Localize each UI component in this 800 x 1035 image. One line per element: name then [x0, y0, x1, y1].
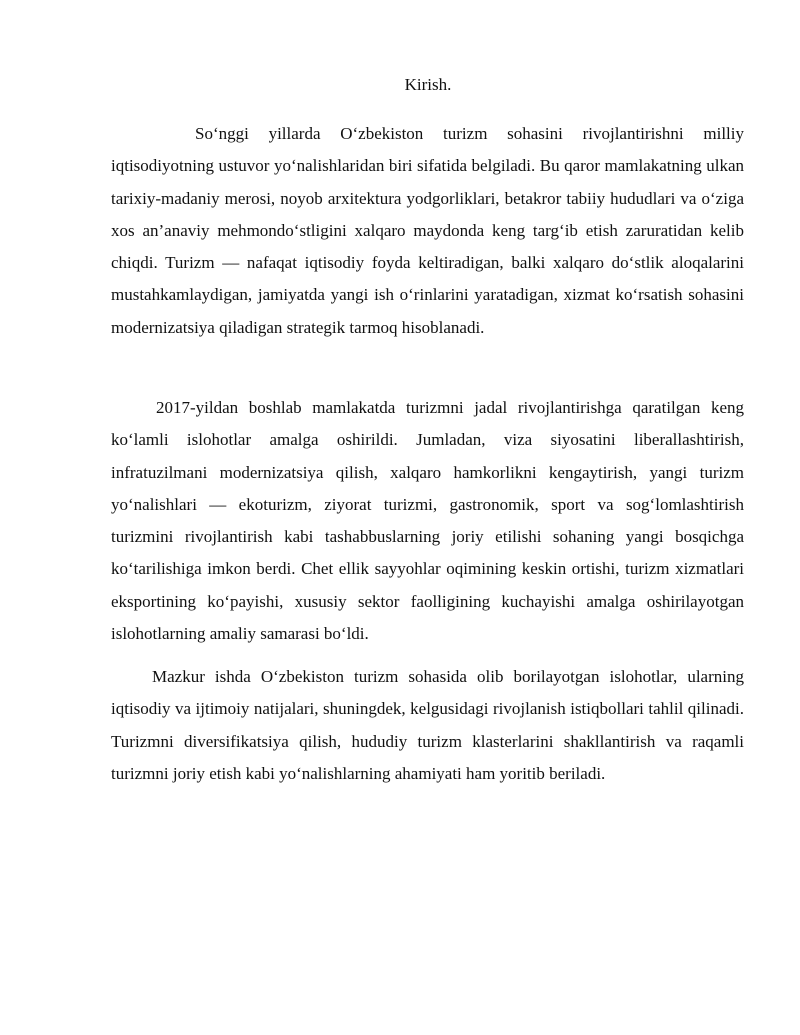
paragraph-intro: So‘nggi yillarda O‘zbekiston turizm sohasini rivojlantirishni milliy iqtisodiyotning ustuvor yo‘nalishlaridan biri sifatida belgiladi. Bu qaror mamlakatning ulkan tarixiy-madaniy merosi, noyob arxitektura yodgorliklari, betakror tabiiy hududlari va o‘ziga xos an’anaviy mehmondo‘stligini xalqaro maydonda keng targ‘ib etish zaruratidan kelib chiqdi. Turizm — nafaqat iqtisodiy foyda keltiradigan, balki xalqaro do‘stlik aloqalarini mustahkamlaydigan, jamiyatda yangi ish o‘rinlarini yaratadigan, xizmat ko‘rsatish sohasini modernizatsiya qiladigan strategik tarmoq hisoblanadi. [111, 124, 744, 337]
paragraph-scope: Mazkur ishda O‘zbekiston turizm sohasida olib borilayotgan islohotlar, ularning iqtisodiy va ijtimoiy natijalari, shuningdek, kelgusidagi rivojlanish istiqbollari tahlil qilinadi. Turizmni diversifikatsiya qilish, hududiy turizm klasterlarini shakllantirish va raqamli turizmni joriy etish kabi yo‘nalishlarning ahamiyati ham yoritib beriladi. [111, 667, 744, 783]
document-title: Kirish. [404, 75, 452, 94]
paragraph-reforms: 2017-yildan boshlab mamlakatda turizmni jadal rivojlantirishga qaratilgan keng ko‘lamli islohotlar amalga oshirildi. Jumladan, viza siyosatini liberallashtirish, infratuzilmani modernizatsiya qilish, xalqaro hamkorlikni kengaytirish, yangi turizm yo‘nalishlari — ekoturizm, ziyorat turizmi, gastronomik, sport va sog‘lomlashtirish turizmini rivojlantirish kabi tashabbuslarning joriy etilishi sohaning yangi bosqichga ko‘tarilishiga imkon berdi. Chet ellik sayyohlar oqimining keskin ortishi, turizm xizmatlari eksportining ko‘payishi, xususiy sektor faolligining kuchayishi amalga oshirilayotgan islohotlarning amaliy samarasi bo‘ldi. [111, 398, 744, 644]
